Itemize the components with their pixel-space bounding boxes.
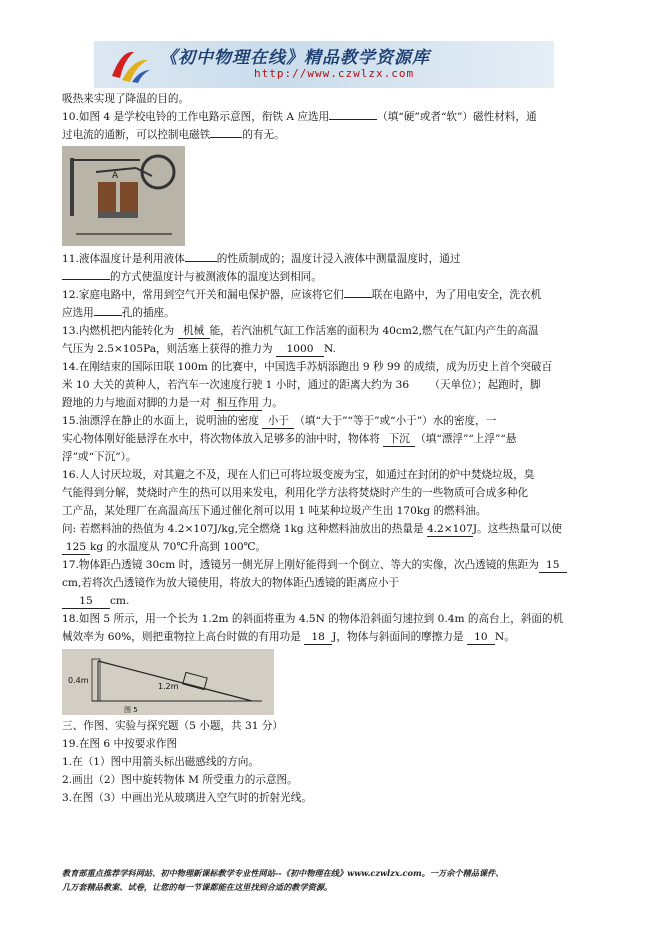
blank: [210, 137, 242, 138]
question-17-cont2: 15 cm.: [62, 592, 592, 610]
figure-5-height-label: 0.4m: [68, 676, 89, 685]
question-15-cont: 实心物体刚好能悬浮在水中，将次物体放入足够多的油中时，物体将 下沉 （填“漂浮”“上浮”“悬: [62, 433, 517, 445]
answer-13-1: 机械: [178, 325, 210, 339]
question-15-cont2: 浮”或“下沉”）。: [62, 451, 137, 463]
page-footer: [62, 866, 602, 894]
document-body: [62, 90, 592, 807]
answer-16-2: 125: [62, 541, 90, 555]
answer-15-2: 下沉: [383, 433, 415, 447]
answer-18-1: 18: [304, 631, 332, 645]
blank: [62, 279, 110, 280]
question-14-cont2: 蹬地的力与地面对脚的力是一对 相互作用 力。: [62, 397, 283, 409]
answer-17-1: 15: [539, 559, 567, 573]
question-17: 17.物体距凸透镜 30cm 时，透镜另一侧光屏上刚好能得到一个倒立、等大的实像，次凸透镜的焦距为 15: [62, 556, 592, 574]
question-19-3: 3.在图（3）中画出光从玻璃进入空气时的折射光线。: [62, 792, 312, 804]
figure-4-photo: [62, 146, 185, 246]
question-17-cont: cm,若将次凸透镜作为放大镜使用，将放大的物体距凸透镜的距离应小于: [62, 577, 400, 589]
question-12-cont: 应选用 孔的插座。: [62, 307, 175, 319]
blank: [344, 297, 372, 298]
question-10: 10.如图 4 是学校电铃的工作电路示意图，衔铁 A 应选用 （填“硬”或者“软”）磁性材料，通: [62, 111, 537, 123]
question-19: 19.在图 6 中按要求作图: [62, 738, 178, 750]
question-10-cont: 过电流的通断，可以控制电磁铁 的有无。: [62, 129, 285, 141]
question-19-2: 2.画出（2）图中旋转物体 M 所受重力的示意图。: [62, 774, 298, 786]
question-16-cont: 气能得到分解，焚烧时产生的热可以用来发电，利用化学方法将焚烧时产生的一些物质可合成多种化: [62, 487, 529, 499]
answer-16-1: 4.2×107: [426, 523, 473, 535]
question-14-cont: 米 10 大关的黄种人，若汽车一次速度行驶 1 小时，通过的距离大约为 36 （天单位）；起跑时，脚: [62, 379, 541, 391]
question-13-cont: 气压为 2.5×105Pa，则活塞上获得的推力为 1000 N.: [62, 343, 336, 355]
answer-14: 相互作用: [214, 397, 262, 411]
figure-5-caption: 图 5: [124, 706, 138, 714]
question-16: 16.人人讨厌垃圾，对其避之不及，现在人们已可将垃圾变废为宝，如通过在封闭的炉中焚烧垃圾，臭: [62, 469, 535, 481]
figure-5-incline: [62, 649, 274, 715]
answer-18-2: 10: [467, 631, 495, 645]
answer-13-2: 1000: [276, 343, 324, 357]
question-16-cont2: 工产品，某处理厂在高温高压下通过催化剂可以用 1 吨某种垃圾产生出 170kg 的燃料油。: [62, 505, 487, 517]
site-title: 《初中物理在线》精品教学资源库: [160, 48, 430, 68]
footer-line-1: 教育部重点推荐学科网站、初中物理新课标教学专业性网站--《初中物理在线》www.czwlzx.com。一万余个精品课件、: [62, 868, 504, 878]
question-14: 14.在刚结束的国际田联 100m 的比赛中，中国选手苏炳添跑出 9 秒 99 的成绩，成为历史上首个突破百: [62, 361, 553, 373]
blank: [94, 315, 122, 316]
answer-15-1: 小于: [262, 415, 294, 429]
question-13: 13.内燃机把内能转化为 机械 能，若汽油机气缸工作活塞的面积为 40cm2,燃气在气缸内产生的高温: [62, 325, 539, 337]
answer-17-2: 15: [62, 595, 110, 609]
question-16-cont4: 125 kg 的水温度从 70℃升高到 100℃。: [62, 538, 592, 556]
question-11: 11.液体温度计是利用液体 的性质制成的；温度计浸入液体中测量温度时，通过: [62, 253, 461, 265]
question-19-1: 1.在（1）图中用箭头标出磁感线的方向。: [62, 756, 259, 768]
figure-5-length-label: 1.2m: [158, 682, 179, 691]
text-line: 吸热来实现了降温的目的。: [62, 93, 190, 105]
section-3-heading: 三、作图、实验与探究题（5 小题，共 31 分）: [62, 720, 284, 732]
question-11-cont: 的方式使温度计与被测液体的温度达到相同。: [62, 268, 592, 286]
figure-4-label-a: A: [112, 171, 119, 181]
question-16-cont3: 问: 若燃料油的热值为 4.2×107J/kg,完全燃烧 1kg 这种燃料油放出的热量是 4.2×107J。这些热量可以使: [62, 523, 562, 535]
site-logo: [108, 46, 152, 84]
question-15: 15.油漂浮在静止的水面上，说明油的密度 小于 （填“大于”“等于”或“小于”）水的密度，一: [62, 415, 497, 427]
footer-line-2: 几万套精品教案、试卷，让您的每一节课都能在这里找到合适的教学资源。: [62, 882, 333, 892]
question-18-cont: 械效率为 60%，则把重物拉上高台时做的有用功是 18 J，物体与斜面间的摩擦力是 10 N。: [62, 631, 515, 643]
blank: [329, 119, 377, 120]
site-url: http://www.czwlzx.com: [254, 67, 415, 80]
blank: [185, 261, 217, 262]
site-banner: [94, 41, 554, 88]
question-12: 12.家庭电路中，常用到空气开关和漏电保护器，应该将它们 联在电路中，为了用电安全，洗衣机: [62, 289, 542, 301]
question-18: 18.如图 5 所示，用一个长为 1.2m 的斜面将重为 4.5N 的物体沿斜面匀速拉到 0.4m 的高台上，斜面的机: [62, 613, 564, 625]
